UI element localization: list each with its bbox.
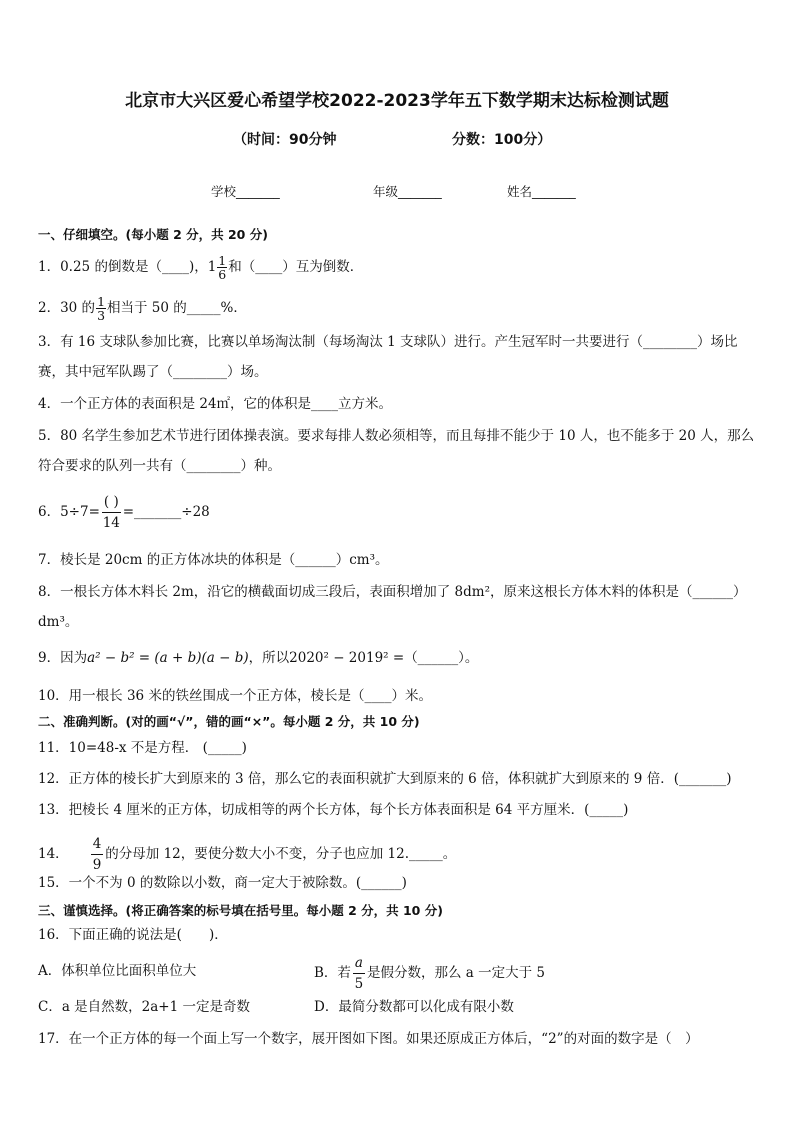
option-16-b: B．若 $\frac{a}{5}$ 是假分数，那么 a 一定大于 5 bbox=[314, 955, 545, 992]
formula: 2020² − 2019² = bbox=[289, 650, 405, 666]
section-2-heading: 二、准确判断。(对的画“√”，错的画“×”。每小题 2 分，共 10 分) bbox=[38, 714, 420, 729]
fraction: $\frac{1}{3}$ bbox=[97, 294, 106, 323]
fraction: $\frac{( )}{14}$ bbox=[102, 494, 120, 531]
question-9: 9．因为a² − b² = (a + b)(a − b)，所以2020² − 2019² =（______）。 bbox=[38, 650, 479, 666]
name-field: 姓名_______ bbox=[507, 184, 576, 199]
question-16: 16．下面正确的说法是( )． bbox=[38, 927, 228, 943]
question-3-line-2: 赛，其中冠军队踢了（________）场。 bbox=[38, 364, 268, 380]
option-16-c: C．a 是自然数，2a+1 一定是奇数 bbox=[38, 999, 250, 1015]
question-5-line-1: 5．80 名学生参加艺术节进行团体操表演。要求每排人数必须相等，而且每排不能少于 10 人，也不能多于 20 人，那么 bbox=[38, 428, 755, 444]
question-15: 15．一个不为 0 的数除以小数，商一定大于被除数。(______) bbox=[38, 875, 407, 891]
question-4: 4．一个正方体的表面积是 24㎡，它的体积是____立方米。 bbox=[38, 396, 393, 412]
exam-time: （时间：90分钟 bbox=[233, 132, 337, 148]
fraction: $\frac{4}{9}$ bbox=[92, 836, 102, 873]
question-5-line-2: 符合要求的队列一共有（________）种。 bbox=[38, 458, 281, 474]
question-10: 10．用一根长 36 米的铁丝围成一个正方体，棱长是（____）米。 bbox=[38, 688, 432, 704]
question-13: 13．把棱长 4 厘米的正方体，切成相等的两个长方体，每个长方体表面积是 64 平方厘米．(_____) bbox=[38, 802, 629, 818]
question-8-line-1: 8．一根长方体木料长 2m，沿它的横截面切成三段后，表面积增加了 8dm²，原来这根长方体木料的体积是（______） bbox=[38, 584, 747, 600]
question-17: 17．在一个正方体的每一个面上写一个数字，展开图如下图。如果还原成正方体后，“2”的对面的数字是（ ） bbox=[38, 1031, 699, 1047]
question-6: 6．5÷7= $\frac{( )}{14}$ =_______÷28 bbox=[38, 494, 210, 531]
question-3-line-1: 3．有 16 支球队参加比赛，比赛以单场淘汰制（每场淘汰 1 支球队）进行。产生冠军时一共要进行（________）场比 bbox=[38, 334, 738, 350]
section-3-heading: 三、谨慎选择。(将正确答案的标号填在括号里。每小题 2 分，共 10 分) bbox=[38, 903, 443, 918]
question-12: 12．正方体的棱长扩大到原来的 3 倍，那么它的表面积就扩大到原来的 6 倍，体积就扩大到原来的 9 倍．(_______) bbox=[38, 771, 732, 787]
question-2: 2．30 的 $\frac{1}{3}$ 相当于 50 的_____%． bbox=[38, 294, 247, 323]
question-11: 11．10=48-x 不是方程． (_____) bbox=[38, 740, 247, 756]
fraction: $\frac{a}{5}$ bbox=[354, 955, 364, 992]
option-16-d: D．最简分数都可以化成有限小数 bbox=[314, 999, 514, 1015]
page-title: 北京市大兴区爱心希望学校2022-2023学年五下数学期末达标检测试题 bbox=[125, 91, 669, 111]
exam-score: 分数：100分） bbox=[452, 132, 552, 148]
question-1: 1．0.25 的倒数是（____)，1 $\frac{1}{6}$ 和（____）互为倒数． bbox=[38, 253, 364, 282]
fraction: $\frac{1}{6}$ bbox=[218, 253, 227, 282]
school-field: 学校_______ bbox=[211, 184, 280, 199]
question-8-line-2: dm³。 bbox=[38, 614, 79, 630]
formula: a² − b² = (a + b)(a − b) bbox=[87, 650, 249, 666]
question-14: 14． $\frac{4}{9}$ 的分母加 12，要使分数大小不变，分子也应加 12._____。 bbox=[38, 836, 457, 873]
option-16-a: A．体积单位比面积单位大 bbox=[38, 963, 197, 979]
section-1-heading: 一、仔细填空。(每小题 2 分，共 20 分) bbox=[38, 227, 268, 242]
question-7: 7．棱长是 20cm 的正方体冰块的体积是（______）cm³。 bbox=[38, 552, 389, 568]
grade-field: 年级_______ bbox=[373, 184, 442, 199]
